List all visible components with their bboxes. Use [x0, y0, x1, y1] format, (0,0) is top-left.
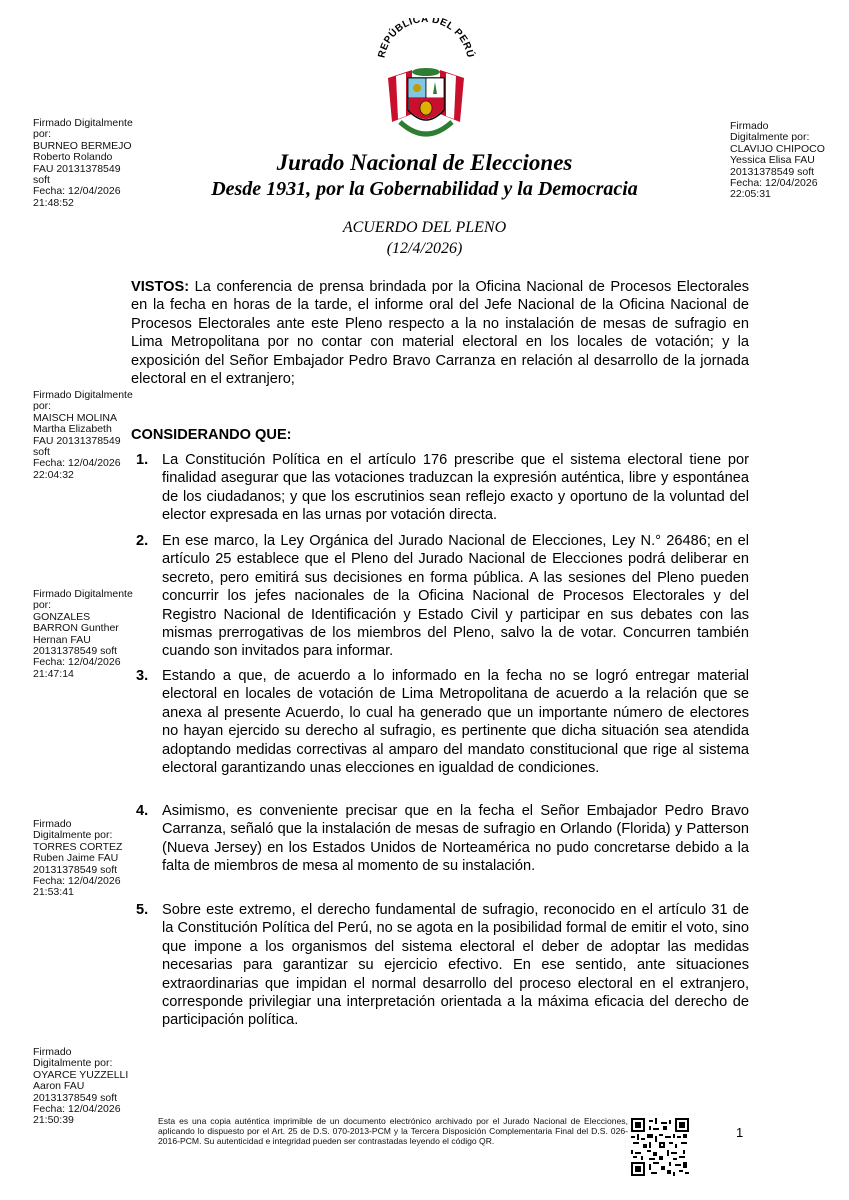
digital-signature-gonzales: Firmado Digitalmente por: GONZALES BARRON Gunther Hernan FAU 20131378549 soft Fecha: 12/04/2026 21:47:14	[33, 588, 133, 680]
institution-name: Jurado Nacional de Elecciones	[276, 150, 573, 175]
item-text: En ese marco, la Ley Orgánica del Jurado Nacional de Elecciones, Ley N.° 26486; en el artículo 25 establece que el Pleno del Jurado Nacional de Elecciones podrá deliberar en secreto, pero emitirá sus decisiones en forma pública. A las sesiones del Pleno pueden concurrir los jefes nacionales de la Oficina Nacional de Procesos Electorales y del Registro Nacional de Identificación y Estado Civil y participar en sus debates con las mismas prerrogativas de los miembros del Pleno, salvo la de votar. Concurren también cuando son invitados para informar.	[162, 533, 749, 660]
digital-signature-torres: Firmado Digitalmente por: TORRES CORTEZ Ruben Jaime FAU 20131378549 soft Fecha: 12/04/2026 21:53:41	[33, 818, 123, 899]
page-number: 1	[736, 1125, 744, 1140]
document-title: ACUERDO DEL PLENO	[342, 219, 507, 236]
considerando-item-2	[136, 532, 749, 661]
item-text: Sobre este extremo, el derecho fundamental de sufragio, reconocido en el artículo 31 de la Constitución Política del Perú, no se agota en la posibilidad formal de emitir el voto, sino que impone a los organismos del sistema electoral el deber de adoptar las medidas necesarias para garantizar su ejercicio efectivo. En ese sentido, ante situaciones extraordinarias que impidan el normal desarrollo del proceso electoral en el extranjero, corresponde privilegiar una interpretación orientada a la máxima eficacia del derecho de participación política.	[162, 902, 749, 1029]
vistos-paragraph	[131, 278, 749, 388]
emblem-graphic	[370, 18, 482, 148]
item-number: 2.	[136, 533, 149, 549]
authenticity-note: Esta es una copia auténtica imprimible de un documento electrónico archivado por el Jurado Nacional de Elecciones, aplicando lo dispuesto por el Art. 25 de D.S. 070-2013-PCM y la Tercera Disposición Complementaria Final del D.S. 026-2016-PCM. Su autenticidad e integridad pueden ser contrastadas leyendo el código QR.	[158, 1116, 628, 1146]
item-text: Estando a que, de acuerdo a lo informado en la fecha no se logró entregar material electoral en locales de votación de Lima Metropolitana de acuerdo a la relación que se anexa al presente Acuerdo, lo cual ha generado que un importante número de electores no hayan ejercido su derecho al sufragio, es pertinente que dicha situación sea atendida adoptando medidas correctivas al amparo del mandato constitucional que rige al sistema electoral garantizando unas elecciones en igualdad de condiciones.	[162, 668, 749, 777]
considerando-item-4	[136, 802, 749, 876]
considerando-heading: CONSIDERANDO QUE:	[131, 427, 292, 443]
svg-text:REPÚBLICA DEL PERÚ	[376, 18, 477, 59]
coat-of-arms	[370, 18, 482, 148]
item-text: La Constitución Política en el artículo 176 prescribe que el sistema electoral tiene por finalidad asegurar que las votaciones traduzcan la expresión auténtica, libre y espontánea de los ciudadanos; y que los escrutinios sean reflejo exacto y oportuno de la voluntad del elector expresada en las urnas por votación directa.	[162, 452, 749, 524]
considerando-item-3	[136, 667, 749, 777]
item-text: Asimismo, es conveniente precisar que en la fecha el Señor Embajador Pedro Bravo Carranza, señaló que la instalación de mesas de sufragio en Orlando (Florida) y Patterson (Nueva Jersey) en los Estados Unidos de Norteamérica no pudo concretarse debido a la falta de miembros de mesa al momento de su instalación.	[162, 803, 749, 875]
digital-signature-oyarce: Firmado Digitalmente por: OYARCE YUZZELLI Aaron FAU 20131378549 soft Fecha: 12/04/2026 21:50:39	[33, 1046, 129, 1127]
vistos-text: La conferencia de prensa brindada por la Oficina Nacional de Procesos Electorales en la fecha en horas de la tarde, el informe oral del Jefe Nacional de la Oficina Nacional de Procesos Electorales ante este Pleno respecto a la no instalación de mesas de sufragio en Lima Metropolitana por no contar con material electoral en los locales de votación; y la exposición del Señor Embajador Pedro Bravo Carranza en relación al desarrollo de la jornada electoral en el extranjero;	[131, 279, 749, 388]
item-number: 4.	[136, 803, 149, 819]
qr-code[interactable]	[631, 1118, 689, 1176]
emblem-label: REPÚBLICA DEL PERÚ	[376, 18, 476, 59]
considerando-item-5	[136, 901, 749, 1030]
item-number: 1.	[136, 452, 149, 468]
item-number: 3.	[136, 668, 149, 684]
item-number: 5.	[136, 902, 149, 918]
vistos-label: VISTOS:	[131, 279, 190, 295]
considerando-item-1	[136, 451, 749, 525]
digital-signature-burneo: Firmado Digitalmente por: BURNEO BERMEJO Roberto Rolando FAU 20131378549 soft Fecha: 12/04/2026 21:48:52	[33, 117, 133, 209]
digital-signature-clavijo: Firmado Digitalmente por: CLAVIJO CHIPOCO Yessica Elisa FAU 20131378549 soft Fecha: 12/04/2026 22:05:31	[730, 120, 825, 201]
digital-signature-maisch: Firmado Digitalmente por: MAISCH MOLINA Martha Elizabeth FAU 20131378549 soft Fecha: 12/04/2026 22:04:32	[33, 389, 133, 481]
qr-code-graphic	[631, 1118, 689, 1176]
document-date: (12/4/2026)	[386, 240, 463, 257]
institution-motto: Desde 1931, por la Gobernabilidad y la Democracia	[211, 178, 638, 200]
